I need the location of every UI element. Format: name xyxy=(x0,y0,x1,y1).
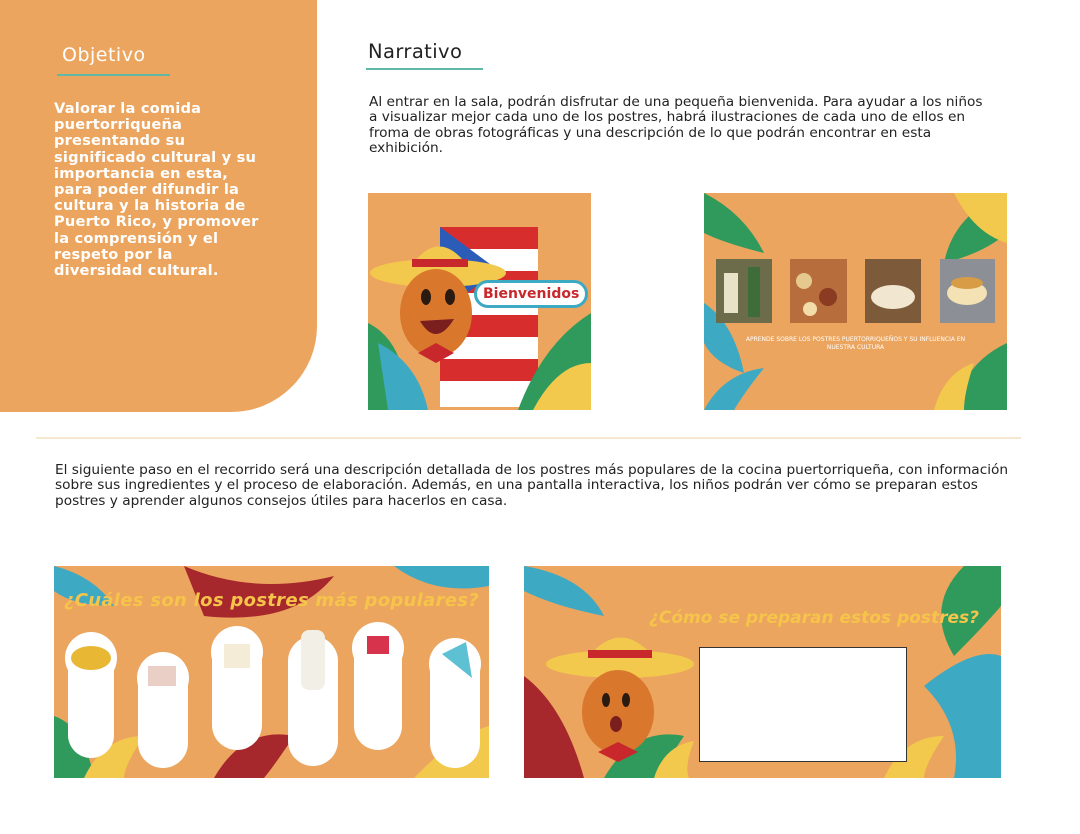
objective-title: Objetivo xyxy=(62,44,146,66)
popular-desserts-illustration xyxy=(54,566,489,778)
objective-text: Valorar la comida puertorriqueña presentando su significado cultural y su importancia en esta, para poder difundir la cultura y la historia de Puerto Rico, y promover la comprensión y el respeto por la diversidad cultural. xyxy=(54,100,259,280)
next-step-text: El siguiente paso en el recorrido será una descripción detallada de los postres más populares de la cocina puertorriqueña, con información sobre sus ingredientes y el proceso de elaboración. Además, en una pantalla interactiva, los niños podrán ver cómo se preparan estos postres y aprender algunos consejos útiles para hacerlos en casa. xyxy=(55,462,1009,509)
welcome-illustration xyxy=(368,193,591,410)
objective-underline xyxy=(57,74,170,76)
narrative-title: Narrativo xyxy=(368,40,463,63)
desserts-gallery xyxy=(704,193,1007,410)
gallery-caption: APRENDE SOBRE LOS POSTRES PUERTORRIQUEÑOS Y SU INFLUENCIA EN NUESTRA CULTURA xyxy=(745,336,966,351)
welcome-bubble: Bienvenidos xyxy=(474,280,588,308)
popular-desserts-title: ¿Cuáles son los postres más populares? xyxy=(63,590,480,611)
objective-panel xyxy=(0,0,317,412)
narrative-text: Al entrar en la sala, podrán disfrutar de una pequeña bienvenida. Para ayudar a los niños a visualizar mejor cada uno de los postres, habrá ilustraciones de cada uno de ellos en froma de obras fotográficas y una descripción de lo que podrán encontrar en esta exhibición. xyxy=(369,94,983,156)
narrative-underline xyxy=(366,68,483,70)
prepare-desserts-title: ¿Cómo se preparan estos postres? xyxy=(649,608,979,628)
section-divider xyxy=(36,437,1021,439)
interactive-screen xyxy=(699,647,907,762)
prepare-desserts-illustration xyxy=(524,566,1001,778)
